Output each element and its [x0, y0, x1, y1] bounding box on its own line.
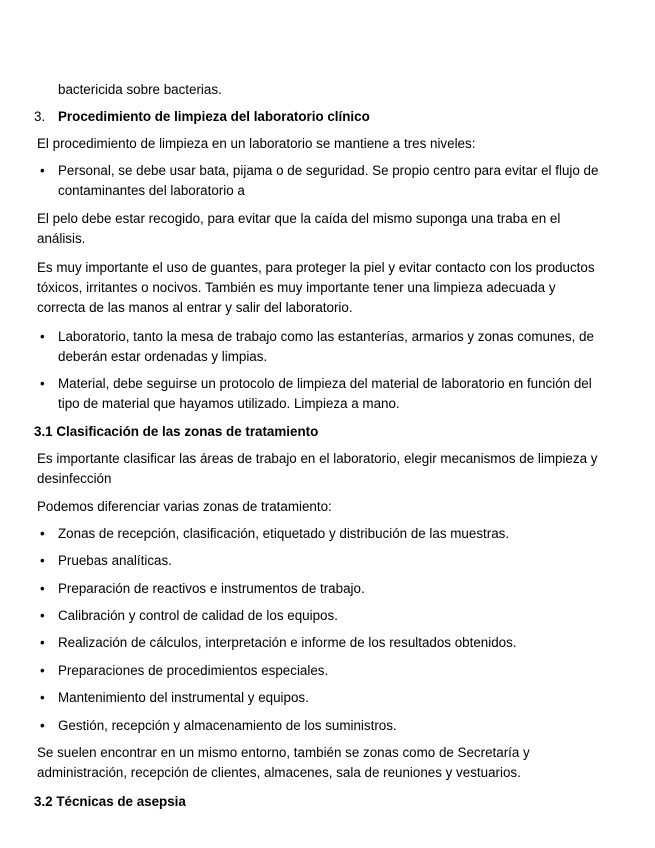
continuation-line: bactericida sobre bacterias.	[58, 82, 222, 97]
zona-item: Zonas de recepción, clasificación, etiquetado y distribución de las muestras.	[58, 526, 510, 541]
bullet-marker: •	[40, 553, 45, 568]
zona-item: Preparación de reactivos e instrumentos de trabajo.	[58, 581, 365, 596]
list-item	[34, 716, 607, 736]
bullet-marker: •	[40, 581, 45, 596]
list-item	[34, 579, 607, 599]
list-item	[34, 688, 607, 708]
paragraph-clasificar: Es importante clasificar las áreas de trabajo en el laboratorio, elegir mecanismos de limpieza y desinfección	[37, 451, 598, 486]
bullet-marker: •	[40, 663, 45, 678]
paragraph-diferenciar: Podemos diferenciar varias zonas de tratamiento:	[37, 499, 332, 514]
bullet-marker: •	[40, 526, 45, 541]
paragraph-guantes: Es muy importante el uso de guantes, para proteger la piel y evitar contacto con los productos tóxicos, irritantes o nocivos. También es muy importante tener una limpieza adecuada y correcta de las manos al entrar y salir del laboratorio.	[37, 260, 595, 315]
intro-paragraph: El procedimiento de limpieza en un laboratorio se mantiene a tres niveles:	[37, 136, 476, 151]
paragraph-entorno: Se suelen encontrar en un mismo entorno, también se zonas como de Secretaría y administración, recepción de clientes, almacenes, sala de reuniones y vestuarios.	[37, 745, 530, 780]
list-item	[34, 551, 607, 571]
zona-item: Realización de cálculos, interpretación e informe de los resultados obtenidos.	[58, 635, 517, 650]
list-item	[34, 661, 607, 681]
list-item	[34, 606, 607, 626]
paragraph-pelo: El pelo debe estar recogido, para evitar que la caída del mismo suponga una traba en el análisis.	[37, 211, 561, 246]
bullet-marker: •	[40, 329, 45, 344]
list-item	[34, 327, 607, 367]
section-3-1-heading: 3.1 Clasificación de las zonas de tratamiento	[34, 424, 319, 439]
bullet-marker: •	[40, 690, 45, 705]
list-item	[34, 161, 607, 201]
bullet-marker: •	[40, 163, 45, 178]
list-item	[34, 633, 607, 653]
bullet-text-material: Material, debe seguirse un protocolo de limpieza del material de laboratorio en función del tipo de material que hayamos utilizado. Limpieza a mano.	[58, 376, 592, 411]
section-3-heading	[34, 107, 605, 127]
bullet-marker: •	[40, 608, 45, 623]
bullet-marker: •	[40, 376, 45, 391]
list-item	[34, 374, 607, 414]
zona-item: Preparaciones de procedimientos especiales.	[58, 663, 329, 678]
section-3-2-heading: 3.2 Técnicas de asepsia	[34, 794, 186, 809]
zona-item: Mantenimiento del instrumental y equipos.	[58, 690, 309, 705]
section-number: 3.	[34, 109, 46, 124]
zona-item: Pruebas analíticas.	[58, 553, 172, 568]
bullet-text-personal: Personal, se debe usar bata, pijama o de seguridad. Se propio centro para evitar el flujo de contaminantes del laboratorio a	[58, 163, 599, 198]
bullet-marker: •	[40, 718, 45, 733]
list-item	[34, 524, 607, 544]
section-title: Procedimiento de limpieza del laboratorio clínico	[58, 109, 370, 124]
bullet-text-laboratorio: Laboratorio, tanto la mesa de trabajo como las estanterías, armarios y zonas comunes, de deberán estar ordenadas y limpias.	[58, 329, 594, 364]
zona-item: Calibración y control de calidad de los equipos.	[58, 608, 338, 623]
zona-item: Gestión, recepción y almacenamiento de los suministros.	[58, 718, 397, 733]
bullet-marker: •	[40, 635, 45, 650]
